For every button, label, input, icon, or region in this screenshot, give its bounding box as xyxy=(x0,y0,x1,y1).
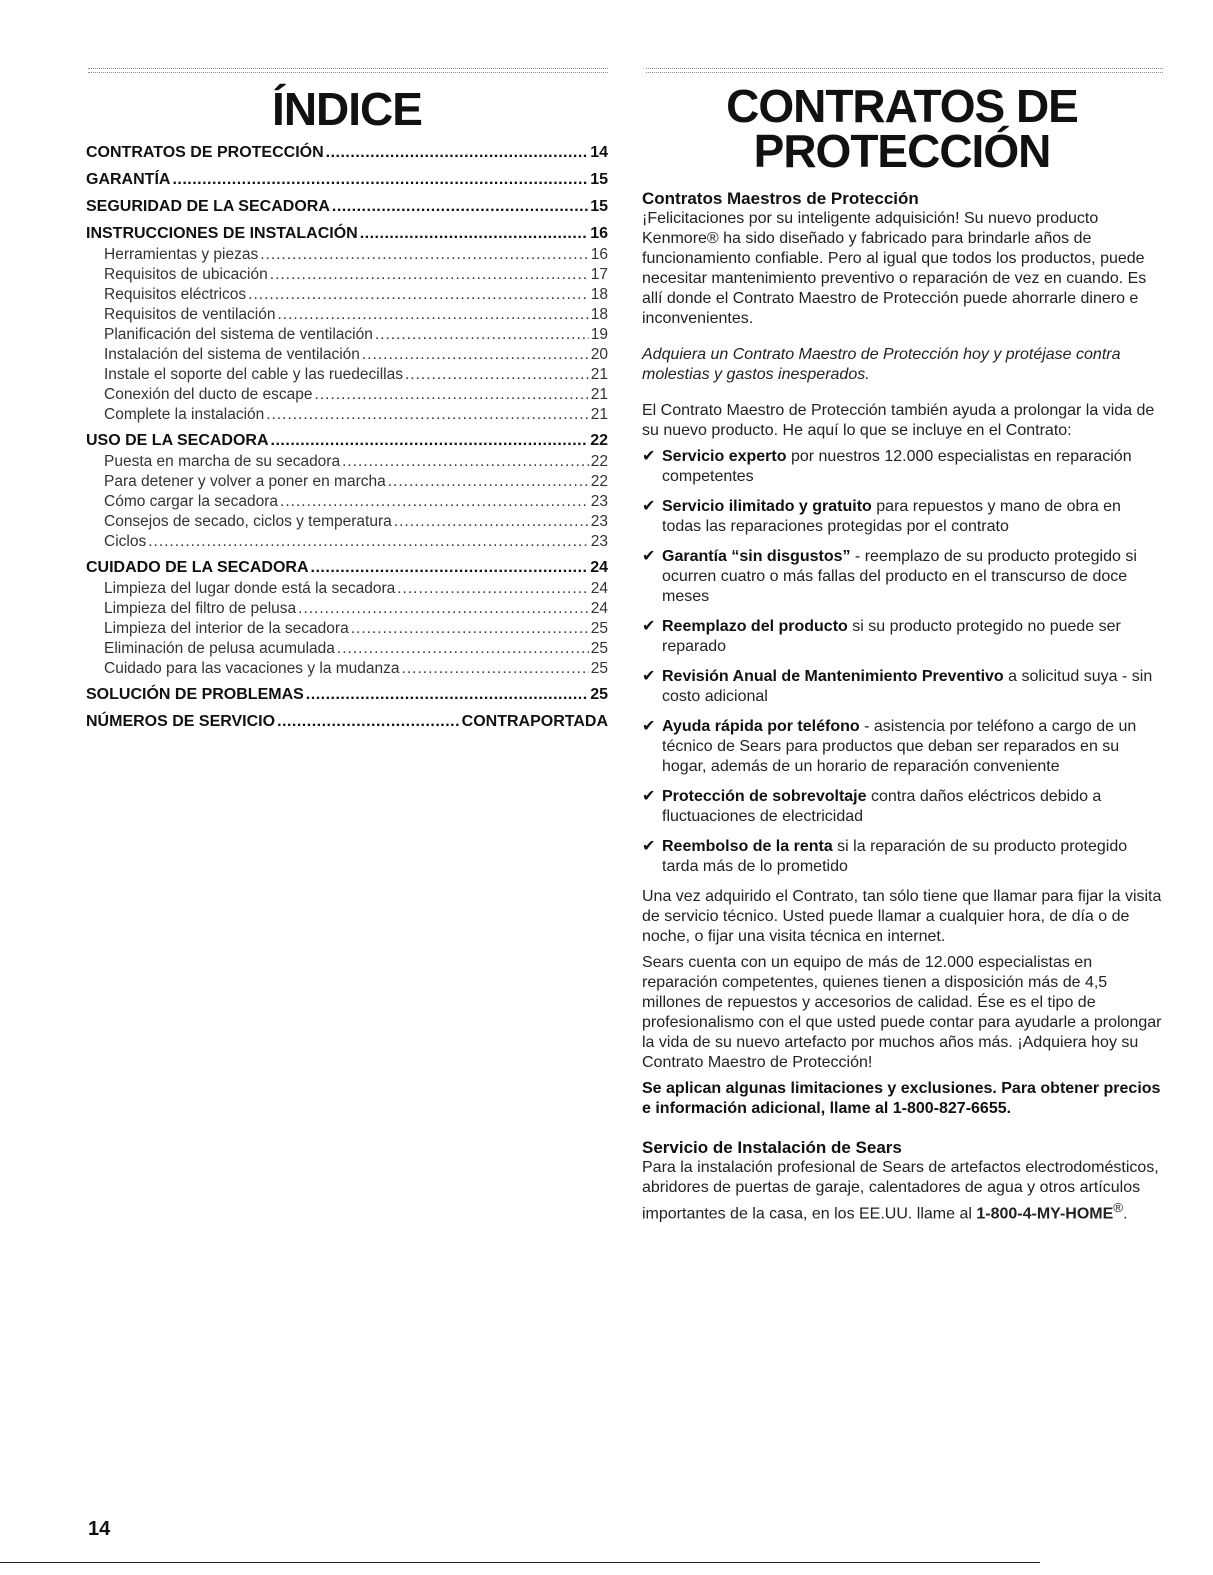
toc-entry-page: 23 xyxy=(590,493,608,510)
benefit-title: Protección de sobrevoltaje xyxy=(662,788,867,805)
toc-entry-page: 22 xyxy=(590,453,608,470)
benefit-title: Ayuda rápida por teléfono xyxy=(662,718,860,735)
toc-entry xyxy=(86,452,608,472)
benefit-description: - asistencia por teléfono a cargo de un técnico de Sears para productos que deban ser reparados en su hogar, además de un horario de reparación conveniente xyxy=(662,718,1137,775)
toc-entry-page: 22 xyxy=(590,473,608,490)
toc-entry-label: SOLUCIÓN DE PROBLEMAS xyxy=(86,686,304,703)
benefit-title: Servicio experto xyxy=(662,448,787,465)
toc-dot-leader xyxy=(266,405,588,425)
toc-dot-leader xyxy=(405,365,589,385)
toc-dot-leader xyxy=(326,142,589,164)
toc-entry-page: 23 xyxy=(590,533,608,550)
benefit-description: si la reparación de su producto protegido tarda más de lo prometido xyxy=(662,838,1128,875)
benefit-item xyxy=(642,447,1162,487)
toc-entry-page: 20 xyxy=(590,346,608,363)
benefit-description: - reemplazo de su producto protegido si ocurren cuatro o más fallas del producto en el transcurso de doce meses xyxy=(662,548,1137,605)
toc-entry-label: Complete la instalación xyxy=(104,406,265,423)
toc-entry-label: CONTRATOS DE PROTECCIÓN xyxy=(86,144,324,161)
toc-entry-label: Requisitos de ventilación xyxy=(104,306,276,323)
benefit-item xyxy=(642,617,1162,657)
benefit-item xyxy=(642,547,1162,607)
toc-dot-leader xyxy=(280,492,589,512)
toc-dot-leader xyxy=(342,452,589,472)
toc-entry-page: 18 xyxy=(590,286,608,303)
toc-entry xyxy=(86,142,608,164)
toc-dot-leader xyxy=(148,532,589,552)
toc-entry-page: 25 xyxy=(590,660,608,677)
toc-dot-leader xyxy=(394,512,589,532)
toc-dot-leader xyxy=(172,169,588,191)
toc-dot-leader xyxy=(362,345,589,365)
toc-entry-label: Consejos de secado, ciclos y temperatura xyxy=(104,513,392,530)
checkmark-icon: ✔ xyxy=(642,618,656,635)
contracts-column xyxy=(642,80,1162,1230)
italic-note: Adquiera un Contrato Maestro de Protección hoy y protéjase contra molestias y gastos inesperados. xyxy=(642,346,1121,383)
master-contracts-heading: Contratos Maestros de Protección xyxy=(642,189,919,208)
toc-dot-leader xyxy=(298,599,589,619)
checkmark-icon: ✔ xyxy=(642,838,656,855)
toc-entry xyxy=(86,430,608,452)
benefit-title: Revisión Anual de Mantenimiento Preventivo xyxy=(662,668,1004,685)
top-dotted-rule-right xyxy=(646,68,1163,73)
installation-service-heading: Servicio de Instalación de Sears xyxy=(642,1138,902,1157)
toc-dot-leader xyxy=(388,472,589,492)
toc-entry-page: 15 xyxy=(590,171,608,188)
toc-entry-label: Eliminación de pelusa acumulada xyxy=(104,640,335,657)
registered-mark: ® xyxy=(1113,1200,1124,1215)
limitations-paragraph: Se aplican algunas limitaciones y exclusiones. Para obtener precios e información adicional, llame al 1-800-827-6655. xyxy=(642,1080,1161,1117)
toc-dot-leader xyxy=(332,196,588,218)
toc-entry-page: 21 xyxy=(590,386,608,403)
checkmark-icon: ✔ xyxy=(642,718,656,735)
contracts-title-line1: CONTRATOS DE xyxy=(726,80,1078,132)
toc-entry-label: Cuidado para las vacaciones y la mudanza xyxy=(104,660,400,677)
toc-entry-page: 21 xyxy=(590,366,608,383)
after-purchase-paragraph: Una vez adquirido el Contrato, tan sólo tiene que llamar para fijar la visita de servicio técnico. Usted puede llamar a cualquier hora, de día o de noche, o fijar una visita técnica en internet. xyxy=(642,888,1162,945)
toc-entry xyxy=(86,512,608,532)
toc-entry-label: Herramientas y piezas xyxy=(104,246,259,263)
installation-text: Para la instalación profesional de Sears de artefactos electrodomésticos, abridores de puertas de garaje, calentadores de agua y otros artículos importantes de la casa, en los EE.UU. llame al xyxy=(642,1159,1159,1223)
toc-dot-leader xyxy=(315,385,589,405)
toc-entry-page: 23 xyxy=(590,513,608,530)
toc-entry-page: 21 xyxy=(590,406,608,423)
toc-entry-label: Requisitos eléctricos xyxy=(104,286,247,303)
toc-dot-leader xyxy=(277,711,460,733)
toc-dot-leader xyxy=(337,639,589,659)
toc-entry-label: CUIDADO DE LA SECADORA xyxy=(86,559,309,576)
benefit-description: para repuestos y mano de obra en todas las reparaciones protegidas por el contrato xyxy=(662,498,1121,535)
toc-entry xyxy=(86,557,608,579)
checkmark-icon: ✔ xyxy=(642,448,656,465)
index-title: ÍNDICE xyxy=(272,83,422,135)
benefit-title: Reembolso de la renta xyxy=(662,838,833,855)
benefit-item xyxy=(642,497,1162,537)
sears-team-paragraph: Sears cuenta con un equipo de más de 12.000 especialistas en reparación competentes, quienes tienen a disposición más de 4,5 millones de repuestos y accesorios de calidad. Ése es el tipo de profesionalismo con el que usted puede contar para ayudarle a prolongar la vida de su nuevo artefacto por muchos años más. ¡Adquiera hoy su Contrato Maestro de Protección! xyxy=(642,954,1162,1071)
toc-entry-label: USO DE LA SECADORA xyxy=(86,432,269,449)
toc-entry-label: Instalación del sistema de ventilación xyxy=(104,346,360,363)
toc-entry xyxy=(86,619,608,639)
toc-dot-leader xyxy=(397,579,589,599)
toc-entry xyxy=(86,472,608,492)
benefit-description: por nuestros 12.000 especialistas en reparación competentes xyxy=(662,448,1132,485)
checkmark-icon: ✔ xyxy=(642,668,656,685)
toc-entry-label: Para detener y volver a poner en marcha xyxy=(104,473,386,490)
toc-entry-page: 19 xyxy=(590,326,608,343)
toc-dot-leader xyxy=(271,430,589,452)
toc-entry-page: 16 xyxy=(590,246,608,263)
toc-entry xyxy=(86,385,608,405)
benefits-list xyxy=(642,447,1162,877)
toc-entry-page: CONTRAPORTADA xyxy=(461,713,608,730)
toc-entry xyxy=(86,579,608,599)
toc-dot-leader xyxy=(306,684,588,706)
toc-entry-label: GARANTÍA xyxy=(86,171,171,188)
installation-end: . xyxy=(1123,1205,1128,1223)
toc-entry-page: 14 xyxy=(590,144,608,161)
toc-entry-page: 24 xyxy=(590,559,608,576)
checkmark-icon: ✔ xyxy=(642,498,656,515)
toc-entry-page: 24 xyxy=(590,580,608,597)
toc-entry xyxy=(86,684,608,706)
toc-dot-leader xyxy=(260,245,589,265)
toc-dot-leader xyxy=(351,619,589,639)
toc-entry xyxy=(86,492,608,512)
installation-paragraph xyxy=(642,1158,1162,1224)
toc-entry xyxy=(86,285,608,305)
benefit-title: Servicio ilimitado y gratuito xyxy=(662,498,872,515)
toc-entry-page: 25 xyxy=(590,686,608,703)
contracts-title xyxy=(642,80,1162,177)
toc-entry xyxy=(86,265,608,285)
page-number: 14 xyxy=(88,1518,111,1540)
checkmark-icon: ✔ xyxy=(642,788,656,805)
toc-entry-label: Ciclos xyxy=(104,533,147,550)
benefit-item xyxy=(642,717,1162,777)
toc-entry xyxy=(86,639,608,659)
toc-entry-page: 22 xyxy=(590,432,608,449)
toc-entry xyxy=(86,532,608,552)
intro-paragraph: ¡Felicitaciones por su inteligente adquisición! Su nuevo producto Kenmore® ha sido diseñado y fabricado para brindarle años de funcionamiento confiable. Pero al igual que todos los productos, puede necesitar mantenimiento preventivo o reparación de vez en cuando. Es allí donde el Contrato Maestro de Protección puede ahorrarle dinero e inconvenientes. xyxy=(642,210,1147,327)
toc-entry-page: 18 xyxy=(590,306,608,323)
helps-paragraph: El Contrato Maestro de Protección también ayuda a prolongar la vida de su nuevo producto. He aquí lo que se incluye en el Contrato: xyxy=(642,402,1155,439)
toc-entry xyxy=(86,365,608,385)
toc-dot-leader xyxy=(270,265,589,285)
benefit-title: Reemplazo del producto xyxy=(662,618,848,635)
toc-entry xyxy=(86,659,608,679)
toc-entry xyxy=(86,325,608,345)
toc-entry-label: Requisitos de ubicación xyxy=(104,266,268,283)
bottom-rule xyxy=(0,1562,1040,1563)
toc-entry xyxy=(86,245,608,265)
toc-entry-label: Planificación del sistema de ventilación xyxy=(104,326,373,343)
checkmark-icon: ✔ xyxy=(642,548,656,565)
table-of-contents xyxy=(86,142,608,733)
toc-entry-page: 25 xyxy=(590,620,608,637)
toc-entry-label: Conexión del ducto de escape xyxy=(104,386,313,403)
toc-entry-page: 16 xyxy=(590,225,608,242)
toc-dot-leader xyxy=(375,325,589,345)
toc-entry xyxy=(86,599,608,619)
toc-entry-page: 25 xyxy=(590,640,608,657)
installation-phone: 1-800-4-MY-HOME xyxy=(976,1205,1114,1223)
toc-entry-page: 15 xyxy=(590,198,608,215)
benefit-description: contra daños eléctricos debido a fluctuaciones de electricidad xyxy=(662,788,1102,825)
toc-entry xyxy=(86,711,608,733)
toc-entry xyxy=(86,405,608,425)
benefit-description: a solicitud suya - sin costo adicional xyxy=(662,668,1153,705)
toc-dot-leader xyxy=(277,305,588,325)
toc-entry xyxy=(86,345,608,365)
toc-dot-leader xyxy=(402,659,589,679)
toc-entry-page: 24 xyxy=(590,600,608,617)
toc-entry-label: Limpieza del filtro de pelusa xyxy=(104,600,297,617)
toc-entry xyxy=(86,196,608,218)
toc-entry-page: 17 xyxy=(590,266,608,283)
toc-entry-label: INSTRUCCIONES DE INSTALACIÓN xyxy=(86,225,358,242)
toc-entry-label: NÚMEROS DE SERVICIO xyxy=(86,713,276,730)
toc-entry-label: Limpieza del lugar donde está la secadora xyxy=(104,580,396,597)
benefit-item xyxy=(642,667,1162,707)
toc-entry-label: Limpieza del interior de la secadora xyxy=(104,620,349,637)
benefit-description: si su producto protegido no puede ser reparado xyxy=(662,618,1121,655)
toc-dot-leader xyxy=(311,557,589,579)
benefit-title: Garantía “sin disgustos” xyxy=(662,548,851,565)
toc-entry-label: Puesta en marcha de su secadora xyxy=(104,453,341,470)
toc-entry-label: Cómo cargar la secadora xyxy=(104,493,279,510)
top-dotted-rule-left xyxy=(88,68,608,73)
toc-dot-leader xyxy=(360,223,588,245)
contracts-title-line2: PROTECCIÓN xyxy=(753,125,1051,177)
index-column xyxy=(86,84,608,733)
toc-entry xyxy=(86,305,608,325)
toc-entry xyxy=(86,223,608,245)
toc-dot-leader xyxy=(248,285,589,305)
toc-entry-label: SEGURIDAD DE LA SECADORA xyxy=(86,198,330,215)
benefit-item xyxy=(642,837,1162,877)
toc-entry-label: Instale el soporte del cable y las ruedecillas xyxy=(104,366,403,383)
toc-entry xyxy=(86,169,608,191)
benefit-item xyxy=(642,787,1162,827)
